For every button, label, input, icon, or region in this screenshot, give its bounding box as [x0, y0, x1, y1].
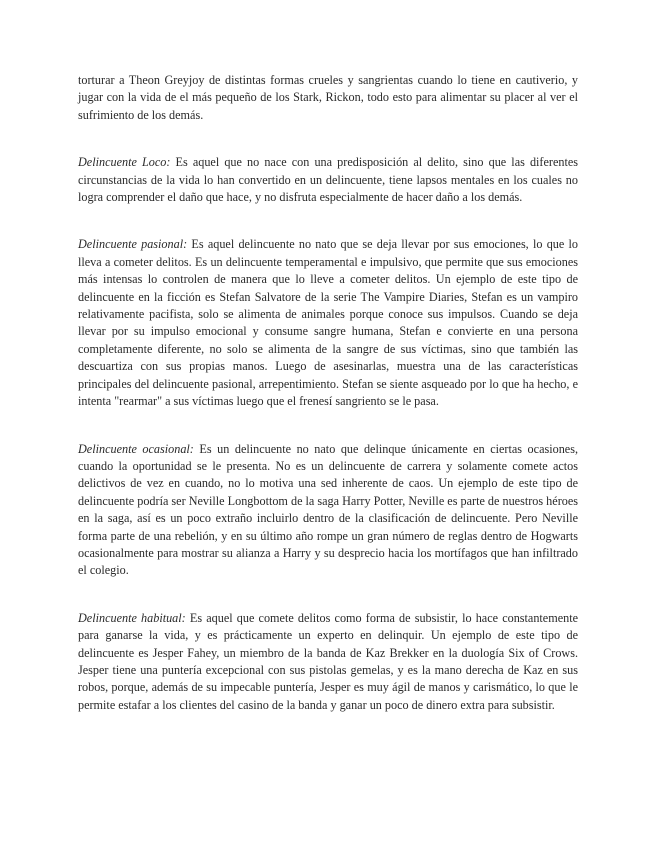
- paragraph-intro-continuation: [78, 72, 578, 124]
- paragraph-delincuente-pasional: [78, 236, 578, 410]
- term-delincuente-loco: Delincuente Loco:: [78, 155, 171, 170]
- term-delincuente-ocasional: Delincuente ocasional:: [78, 441, 194, 456]
- paragraph-delincuente-loco: [78, 154, 578, 206]
- term-delincuente-pasional: Delincuente pasional:: [78, 237, 188, 252]
- paragraph-text: Es aquel que comete delitos como forma de subsistir, lo hace constantemente para ganarse la vida, y es prácticamente un experto en delinquir. Un ejemplo de este tipo de delincuente es Jesper Fahey, un miembro de la banda de Kaz Brekker en la duología Six of Crows. Jesper tiene una puntería excepcional con sus pistolas gemelas, y es la mano derecha de Kaz en sus robos, porque, además de su impecable puntería, Jesper es muy ágil de manos y carismático, lo que le permite estafar a los clientes del casino de la banda y ganar un poco de dinero extra para subsistir.: [78, 610, 578, 712]
- paragraph-text: Es un delincuente no nato que delinque únicamente en ciertas ocasiones, cuando la oportunidad se le presenta. No es un delincuente de carrera y solamente comete actos delictivos de vez en cuando, no lo motiva una sed inherente de caos. Un ejemplo de este tipo de delincuente podría ser Neville Longbottom de la saga Harry Potter, Neville es parte de nuestros héroes en la saga, así es un poco extraño incluirlo dentro de la clasificación de delincuente. Pero Neville forma parte de una rebelión, y en su último año rompe un gran número de reglas dentro de Hogwarts ocasionalmente para mostrar su alianza a Harry y su desprecio hacia los mortífagos que han infiltrado el colegio.: [78, 441, 578, 578]
- paragraph-text: Es aquel que no nace con una predisposición al delito, sino que las diferentes circunstancias de la vida lo han convertido en un delincuente, tiene lapsos mentales en los cuales no logra comprender el daño que hace, y no disfruta especialmente de hacer daño a los demás.: [78, 155, 578, 205]
- paragraph-text: Es aquel delincuente no nato que se deja llevar por sus emociones, lo que lo lleva a cometer delitos. Es un delincuente temperamental e impulsivo, que permite que sus emociones más intensas lo controlen de manera que lo lleve a cometer delitos. Un ejemplo de este tipo de delincuente en la ficción es Stefan Salvatore de la serie The Vampire Diaries, Stefan es un vampiro relativamente pacifista, solo se alimenta de animales porque conoce sus impulsos. Cuando se deja llevar por su impulso emocional y consume sangre humana, Stefan e convierte en una persona completamente diferente, no solo se alimenta de la sangre de sus víctimas, sino que también las descuartiza con sus propias manos. Luego de asesinarlas, muestra una de las características principales del delincuente pasional, arrepentimiento. Stefan se siente asqueado por lo que ha hecho, e intenta "rearmar" a sus víctimas luego que el frenesí sangriento se le pasa.: [78, 237, 579, 409]
- term-delincuente-habitual: Delincuente habitual:: [78, 610, 186, 625]
- document-body: [78, 72, 578, 714]
- paragraph-delincuente-habitual: [78, 610, 578, 714]
- paragraph-delincuente-ocasional: [78, 441, 578, 580]
- paragraph-text: torturar a Theon Greyjoy de distintas formas crueles y sangrientas cuando lo tiene en cautiverio, y jugar con la vida de el más pequeño de los Stark, Rickon, todo esto para alimentar su placer al ver el sufrimiento de los demás.: [78, 73, 578, 122]
